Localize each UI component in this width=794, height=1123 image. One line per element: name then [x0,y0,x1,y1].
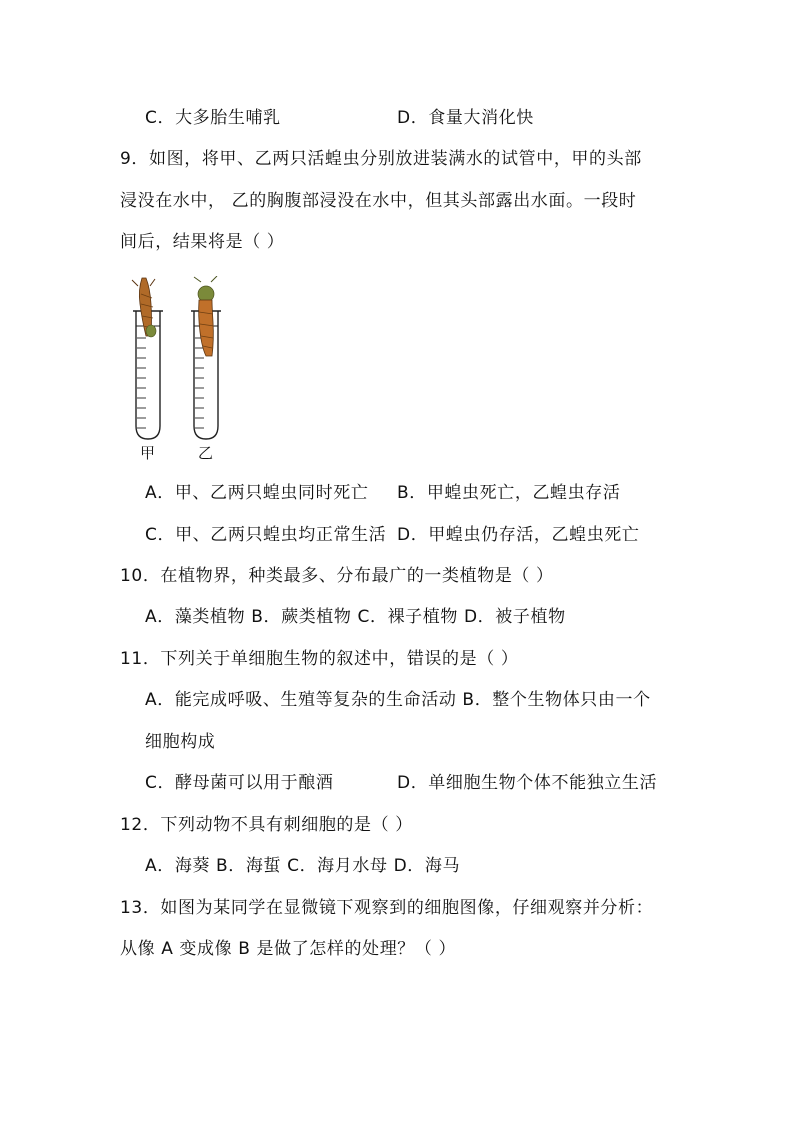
q8-option-c: C．大多胎生哺乳 [145,108,281,128]
figure-label-yi: 乙 [198,444,214,462]
tube-yi [191,276,221,439]
test-tubes-illustration [124,276,234,466]
q9-option-c: C．甲、乙两只蝗虫均正常生活 [145,525,387,545]
q11-options-ab: A．能完成呼吸、生殖等复杂的生命活动 B．整个生物体只由一个 [145,690,651,710]
q10-options: A．藻类植物 B．蕨类植物 C．裸子植物 D．被子植物 [145,607,566,627]
q9-option-d: D．甲蝗虫仍存活，乙蝗虫死亡 [397,525,640,545]
grasshopper-yi-icon [194,276,217,356]
q11-stem: 11．下列关于单细胞生物的叙述中，错误的是（ ） [120,649,519,669]
q9-stem-line3: 间后，结果将是（ ） [120,232,285,252]
test-tube-figure [124,276,234,466]
q11-option-d: D．单细胞生物个体不能独立生活 [397,773,658,793]
q13-stem-line2: 从像 A 变成像 B 是做了怎样的处理？（ ） [120,939,457,959]
q8-option-d: D．食量大消化快 [397,108,534,128]
q12-options: A．海葵 B．海蜇 C．海月水母 D．海马 [145,856,461,876]
q9-option-b: B．甲蝗虫死亡，乙蝗虫存活 [397,483,621,503]
q13-stem-line1: 13．如图为某同学在显微镜下观察到的细胞图像，仔细观察并分析： [120,898,654,918]
q11-option-b-cont: 细胞构成 [145,732,216,752]
q12-stem: 12．下列动物不具有刺细胞的是（ ） [120,815,413,835]
q9-stem-line2: 浸没在水中， 乙的胸腹部浸没在水中，但其头部露出水面。一段时 [120,191,637,211]
q9-stem-line1: 9．如图，将甲、乙两只活蝗虫分别放进装满水的试管中，甲的头部 [120,149,642,169]
q10-stem: 10．在植物界，种类最多、分布最广的一类植物是（ ） [120,566,554,586]
q11-option-c: C．酵母菌可以用于酿酒 [145,773,334,793]
tube-jia [132,278,163,439]
figure-label-jia: 甲 [140,444,156,462]
q9-option-a: A．甲、乙两只蝗虫同时死亡 [145,483,369,503]
